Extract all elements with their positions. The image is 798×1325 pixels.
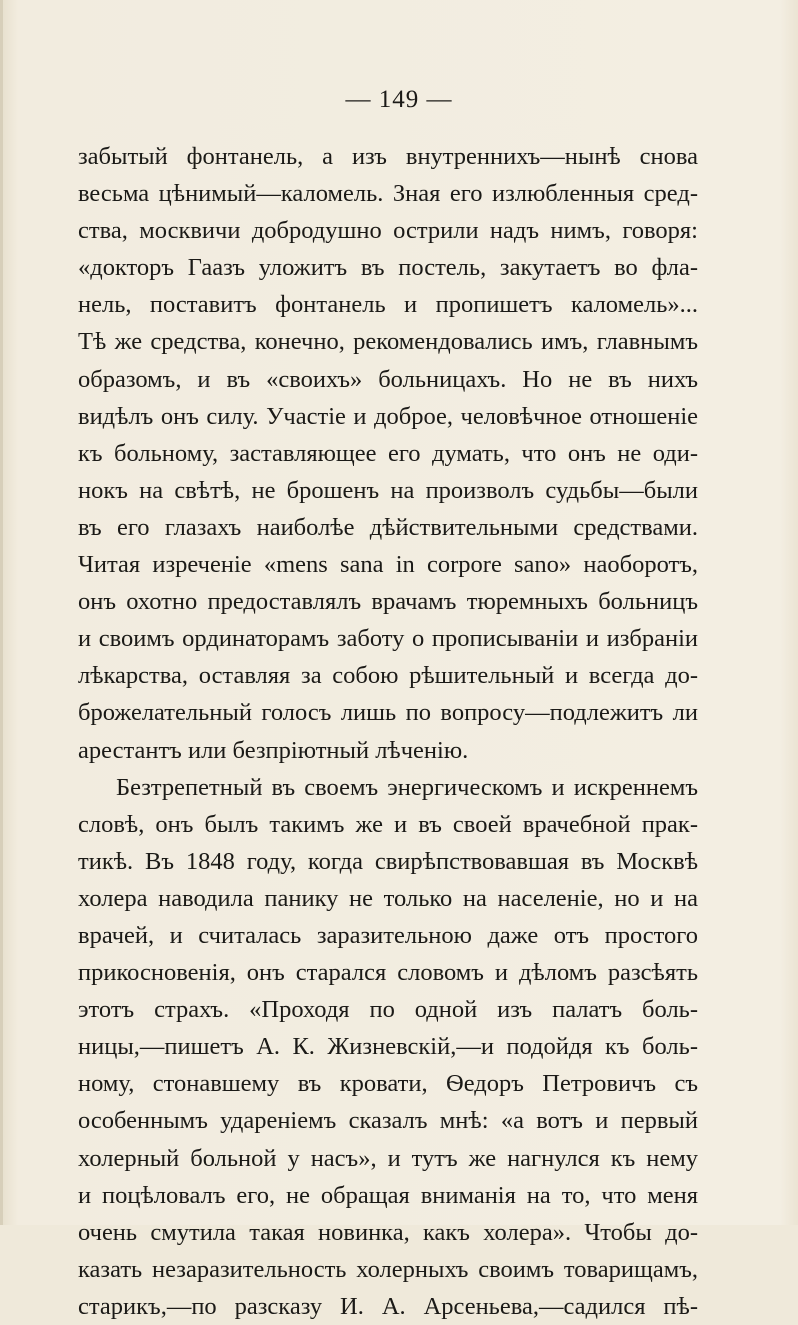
text-line: Читая изреченіе «mens sana in corpore sano» наоборотъ,	[78, 551, 698, 579]
text-line: онъ охотно предоставлялъ врачамъ тюремныхъ больницъ	[78, 588, 698, 616]
text-line: Тѣ же средства, конечно, рекомендовались имъ, главнымъ	[78, 328, 698, 356]
text-line: лѣкарства, оставляя за собою рѣшительный и всегда до-	[78, 662, 698, 690]
page-edge	[0, 0, 3, 1225]
text-line: тикѣ. Въ 1848 году, когда свирѣпствовавшая въ Москвѣ	[78, 847, 698, 875]
text-line: забытый фонтанель, а изъ внутреннихъ—нынѣ снова	[78, 143, 698, 170]
text-line: брожелательный голосъ лишь по вопросу—подлежитъ ли	[78, 699, 698, 727]
text-line: видѣлъ онъ силу. Участіе и доброе, человѣчное отношеніе	[78, 402, 698, 430]
text-line: врачей, и считалась заразительною даже отъ простого	[78, 921, 698, 949]
text-line: казать незаразительность холерныхъ своимъ товарищамъ,	[78, 1255, 698, 1283]
text-line: и поцѣловалъ его, не обращая вниманія на то, что меня	[78, 1181, 698, 1209]
text-line: ницы,—пишетъ А. К. Жизневскій,—и подойдя къ боль-	[78, 1033, 698, 1061]
text-line: ства, москвичи добродушно острили надъ нимъ, говоря:	[78, 217, 698, 245]
body-text	[78, 138, 698, 1325]
text-line: къ больному, заставляющее его думать, что онъ не оди-	[78, 439, 698, 467]
text-line: холера наводила панику не только на населеніе, но и на	[78, 884, 698, 912]
text-line: арестантъ или безпріютный лѣченію.	[78, 736, 469, 764]
text-line: весьма цѣнимый—каломель. Зная его излюбленныя сред-	[78, 180, 698, 208]
text-line: холерный больной у насъ», и тутъ же нагнулся къ нему	[78, 1144, 698, 1172]
text-line: ному, стонавшему въ кровати, Ѳедоръ Петровичъ съ	[78, 1070, 698, 1098]
text-line: очень смутила такая новинка, какъ холера». Чтобы до-	[78, 1218, 698, 1246]
text-line: въ его глазахъ наиболѣе дѣйствительными средствами.	[78, 513, 698, 541]
text-line: Безтрепетный въ своемъ энергическомъ и искреннемъ	[116, 773, 698, 801]
text-line: нель, поставитъ фонтанель и пропишетъ каломель»...	[78, 291, 698, 319]
page-number: — 149 —	[345, 86, 453, 113]
text-line: особеннымъ удареніемъ сказалъ мнѣ: «а вотъ и первый	[78, 1107, 698, 1135]
text-line: «докторъ Гаазъ уложитъ въ постель, закутаетъ во фла-	[78, 254, 698, 282]
text-line: и своимъ ординаторамъ заботу о прописываніи и избраніи	[78, 625, 698, 653]
text-line: этотъ страхъ. «Проходя по одной изъ палатъ боль-	[78, 996, 698, 1024]
text-line: нокъ на свѣтѣ, не брошенъ на произволъ судьбы—были	[78, 476, 698, 504]
text-line: образомъ, и въ «своихъ» больницахъ. Но не въ нихъ	[78, 365, 698, 393]
text-line: словѣ, онъ былъ такимъ же и въ своей врачебной прак-	[78, 810, 698, 838]
text-line: старикъ,—по разсказу И. А. Арсеньева,—садился пѣ-	[78, 1292, 698, 1320]
text-line: прикосновенія, онъ старался словомъ и дѣломъ разсѣять	[78, 959, 698, 987]
